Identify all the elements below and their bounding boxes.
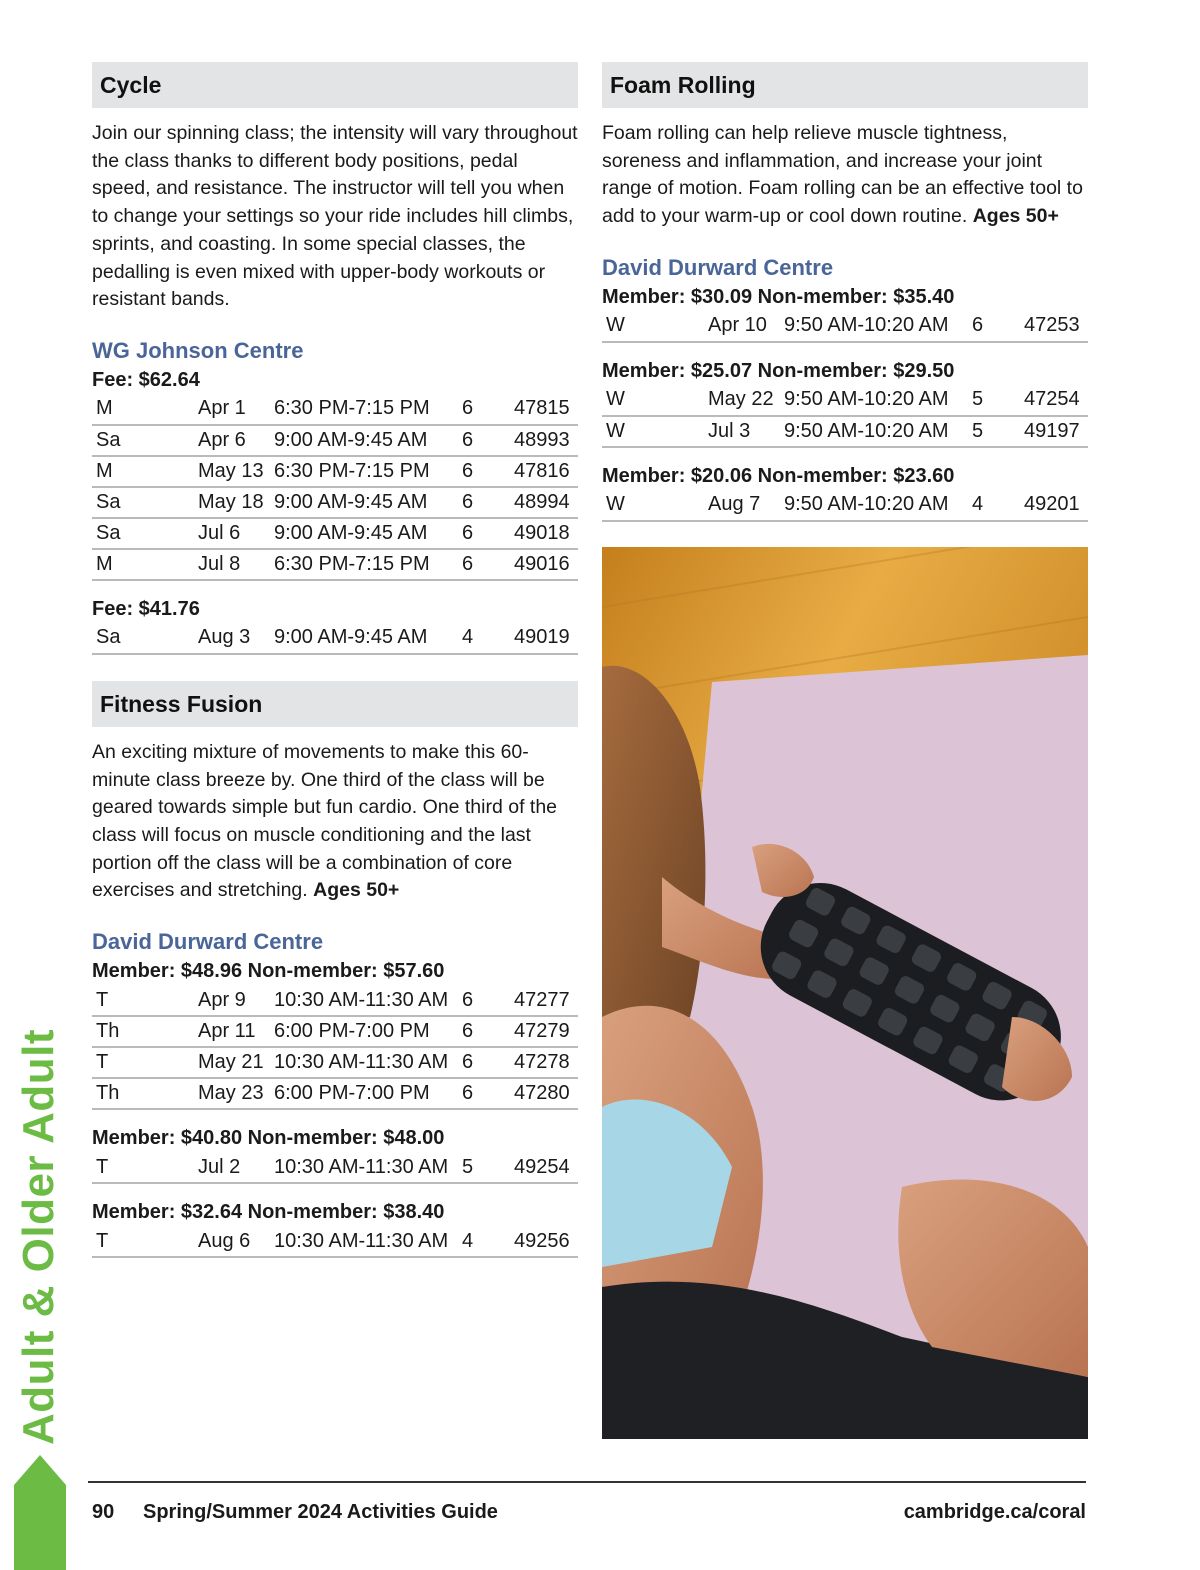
- schedule-sessions: 5: [462, 1152, 514, 1183]
- schedule-date: May 21: [198, 1047, 274, 1078]
- website-link[interactable]: cambridge.ca/coral: [903, 1501, 1086, 1523]
- foam-roller-photo: [602, 547, 1088, 1439]
- fee-label: Member: $20.06 Non-member: $23.60: [602, 464, 955, 487]
- schedule-table: [602, 385, 1088, 448]
- schedule-sessions: 6: [462, 1016, 514, 1047]
- schedule-day: W: [602, 490, 708, 521]
- side-tab-arrow: [14, 1455, 66, 1570]
- schedule-course-code: 48993: [514, 425, 578, 456]
- table-row: [92, 487, 578, 518]
- fee-label: Fee: $62.64: [92, 368, 200, 391]
- foam-rolling-title: Foam Rolling: [602, 62, 1088, 108]
- fitness-fusion-description-text: An exciting mixture of movements to make this 60-minute class breeze by. One third of the class will be geared towards simple but fun cardio. One third of the class will focus on muscle conditioning and the last portion off the class will be a combination of core exercises and stretching.: [92, 740, 558, 902]
- schedule-date: May 13: [198, 456, 274, 487]
- schedule-course-code: 49018: [514, 518, 578, 549]
- schedule-date: Jul 2: [198, 1152, 274, 1183]
- table-row: [92, 456, 578, 487]
- fitness-fusion-ages: Ages 50+: [313, 879, 400, 902]
- section-side-label: Adult & Older Adult: [14, 1028, 63, 1445]
- schedule-time: 9:00 AM-9:45 AM: [274, 487, 462, 518]
- fee-group: [602, 283, 1088, 343]
- schedule-sessions: 6: [462, 394, 514, 425]
- schedule-sessions: 6: [462, 1047, 514, 1078]
- schedule-sessions: 5: [972, 416, 1024, 447]
- fitness-fusion-schedule: [92, 957, 578, 1258]
- schedule-day: Sa: [92, 623, 198, 654]
- table-row: [602, 416, 1088, 447]
- table-row: [602, 311, 1088, 342]
- cycle-section: [92, 62, 578, 655]
- schedule-time: 9:00 AM-9:45 AM: [274, 425, 462, 456]
- guide-title: Spring/Summer 2024 Activities Guide: [143, 1501, 498, 1523]
- schedule-day: W: [602, 385, 708, 416]
- schedule-sessions: 5: [972, 385, 1024, 416]
- schedule-day: Th: [92, 1016, 198, 1047]
- schedule-course-code: 49019: [514, 623, 578, 654]
- schedule-time: 10:30 AM-11:30 AM: [274, 1226, 462, 1257]
- fee-label: Member: $40.80 Non-member: $48.00: [92, 1127, 445, 1150]
- table-row: [602, 385, 1088, 416]
- fee-group: [602, 462, 1088, 522]
- schedule-sessions: 6: [462, 487, 514, 518]
- table-row: [92, 394, 578, 425]
- table-row: [92, 1078, 578, 1109]
- schedule-sessions: 4: [972, 490, 1024, 521]
- schedule-date: Apr 11: [198, 1016, 274, 1047]
- fee-group: [92, 366, 578, 581]
- schedule-time: 9:50 AM-10:20 AM: [784, 416, 972, 447]
- schedule-sessions: 4: [462, 1226, 514, 1257]
- cycle-title: Cycle: [92, 62, 578, 108]
- schedule-time: 9:50 AM-10:20 AM: [784, 311, 972, 342]
- schedule-time: 6:00 PM-7:00 PM: [274, 1016, 462, 1047]
- schedule-day: M: [92, 456, 198, 487]
- table-row: [92, 1016, 578, 1047]
- schedule-date: Apr 10: [708, 311, 784, 342]
- table-row: [92, 985, 578, 1016]
- page-footer: [92, 1494, 1086, 1530]
- schedule-time: 9:50 AM-10:20 AM: [784, 490, 972, 521]
- schedule-sessions: 6: [462, 425, 514, 456]
- table-row: [92, 425, 578, 456]
- schedule-day: T: [92, 1047, 198, 1078]
- schedule-course-code: 47254: [1024, 385, 1088, 416]
- schedule-course-code: 49016: [514, 549, 578, 580]
- table-row: [92, 1152, 578, 1183]
- schedule-day: Sa: [92, 487, 198, 518]
- table-row: [92, 518, 578, 549]
- fee-group: [92, 957, 578, 1110]
- foam-rolling-description-text: Foam rolling can help relieve muscle tightness, soreness and inflammation, and increase your joint range of motion. Foam rolling can be an effective tool to add to your warm-up or cool down routine.: [602, 122, 1083, 228]
- fee-label: Member: $30.09 Non-member: $35.40: [602, 285, 955, 308]
- fee-label: Member: $48.96 Non-member: $57.60: [92, 960, 445, 983]
- right-column: [602, 62, 1088, 522]
- schedule-sessions: 6: [462, 985, 514, 1016]
- fee-label: Fee: $41.76: [92, 597, 200, 620]
- foam-rolling-description: [602, 120, 1088, 231]
- schedule-time: 6:00 PM-7:00 PM: [274, 1078, 462, 1109]
- schedule-date: Aug 3: [198, 623, 274, 654]
- table-row: [92, 623, 578, 654]
- schedule-time: 6:30 PM-7:15 PM: [274, 549, 462, 580]
- schedule-sessions: 6: [462, 518, 514, 549]
- fee-group: [602, 357, 1088, 448]
- schedule-day: T: [92, 985, 198, 1016]
- schedule-course-code: 47278: [514, 1047, 578, 1078]
- schedule-date: Aug 6: [198, 1226, 274, 1257]
- schedule-date: Apr 6: [198, 425, 274, 456]
- schedule-table: [92, 985, 578, 1110]
- schedule-date: May 23: [198, 1078, 274, 1109]
- schedule-time: 6:30 PM-7:15 PM: [274, 394, 462, 425]
- schedule-table: [602, 311, 1088, 343]
- foam-rolling-ages: Ages 50+: [972, 205, 1059, 228]
- schedule-sessions: 6: [972, 311, 1024, 342]
- schedule-date: Jul 8: [198, 549, 274, 580]
- foam-rolling-venue: David Durward Centre: [602, 254, 834, 280]
- schedule-table: [92, 1226, 578, 1258]
- table-row: [92, 1226, 578, 1257]
- schedule-table: [602, 490, 1088, 522]
- schedule-course-code: 47277: [514, 985, 578, 1016]
- schedule-time: 9:00 AM-9:45 AM: [274, 518, 462, 549]
- schedule-time: 9:50 AM-10:20 AM: [784, 385, 972, 416]
- foam-roller-illustration: [602, 547, 1088, 1439]
- schedule-time: 10:30 AM-11:30 AM: [274, 1152, 462, 1183]
- schedule-day: W: [602, 311, 708, 342]
- schedule-course-code: 47815: [514, 394, 578, 425]
- schedule-day: W: [602, 416, 708, 447]
- cycle-schedule: [92, 366, 578, 655]
- cycle-venue: WG Johnson Centre: [92, 337, 304, 363]
- schedule-table: [92, 1152, 578, 1184]
- schedule-course-code: 48994: [514, 487, 578, 518]
- schedule-date: Apr 1: [198, 394, 274, 425]
- footer-rule: [88, 1481, 1086, 1483]
- schedule-course-code: 47816: [514, 456, 578, 487]
- schedule-course-code: 47279: [514, 1016, 578, 1047]
- schedule-day: T: [92, 1226, 198, 1257]
- table-row: [92, 1047, 578, 1078]
- schedule-time: 10:30 AM-11:30 AM: [274, 985, 462, 1016]
- schedule-time: 10:30 AM-11:30 AM: [274, 1047, 462, 1078]
- schedule-time: 6:30 PM-7:15 PM: [274, 456, 462, 487]
- schedule-table: [92, 394, 578, 581]
- schedule-date: May 22: [708, 385, 784, 416]
- fee-label: Member: $32.64 Non-member: $38.40: [92, 1201, 445, 1224]
- schedule-table: [92, 623, 578, 655]
- schedule-sessions: 6: [462, 1078, 514, 1109]
- schedule-date: May 18: [198, 487, 274, 518]
- schedule-sessions: 6: [462, 549, 514, 580]
- fitness-fusion-venue: David Durward Centre: [92, 929, 324, 955]
- schedule-date: Aug 7: [708, 490, 784, 521]
- fee-group: [92, 1124, 578, 1184]
- fitness-fusion-section: [92, 681, 578, 1258]
- schedule-time: 9:00 AM-9:45 AM: [274, 623, 462, 654]
- schedule-course-code: 49197: [1024, 416, 1088, 447]
- fee-group: [92, 1198, 578, 1258]
- schedule-day: Th: [92, 1078, 198, 1109]
- schedule-date: Jul 6: [198, 518, 274, 549]
- fee-group: [92, 595, 578, 655]
- page-number: 90: [92, 1501, 115, 1523]
- schedule-day: Sa: [92, 518, 198, 549]
- foam-rolling-schedule: [602, 283, 1088, 522]
- schedule-day: M: [92, 394, 198, 425]
- schedule-sessions: 6: [462, 456, 514, 487]
- table-row: [602, 490, 1088, 521]
- foam-rolling-section: [602, 62, 1088, 522]
- schedule-course-code: 49201: [1024, 490, 1088, 521]
- fitness-fusion-title: Fitness Fusion: [92, 681, 578, 727]
- schedule-day: T: [92, 1152, 198, 1183]
- schedule-course-code: 47280: [514, 1078, 578, 1109]
- table-row: [92, 549, 578, 580]
- schedule-course-code: 49254: [514, 1152, 578, 1183]
- schedule-day: M: [92, 549, 198, 580]
- schedule-sessions: 4: [462, 623, 514, 654]
- cycle-description: Join our spinning class; the intensity will vary throughout the class thanks to different body positions, pedal speed, and resistance. The instructor will tell you when to change your settings so your ride includes hill climbs, sprints, and coasting. In some special classes, the pedalling is even mixed with upper-body workouts or resistant bands.: [92, 122, 578, 311]
- schedule-course-code: 47253: [1024, 311, 1088, 342]
- schedule-date: Jul 3: [708, 416, 784, 447]
- fee-label: Member: $25.07 Non-member: $29.50: [602, 359, 955, 382]
- fitness-fusion-description: [92, 739, 578, 905]
- schedule-day: Sa: [92, 425, 198, 456]
- left-column: [92, 62, 578, 1258]
- schedule-course-code: 49256: [514, 1226, 578, 1257]
- schedule-date: Apr 9: [198, 985, 274, 1016]
